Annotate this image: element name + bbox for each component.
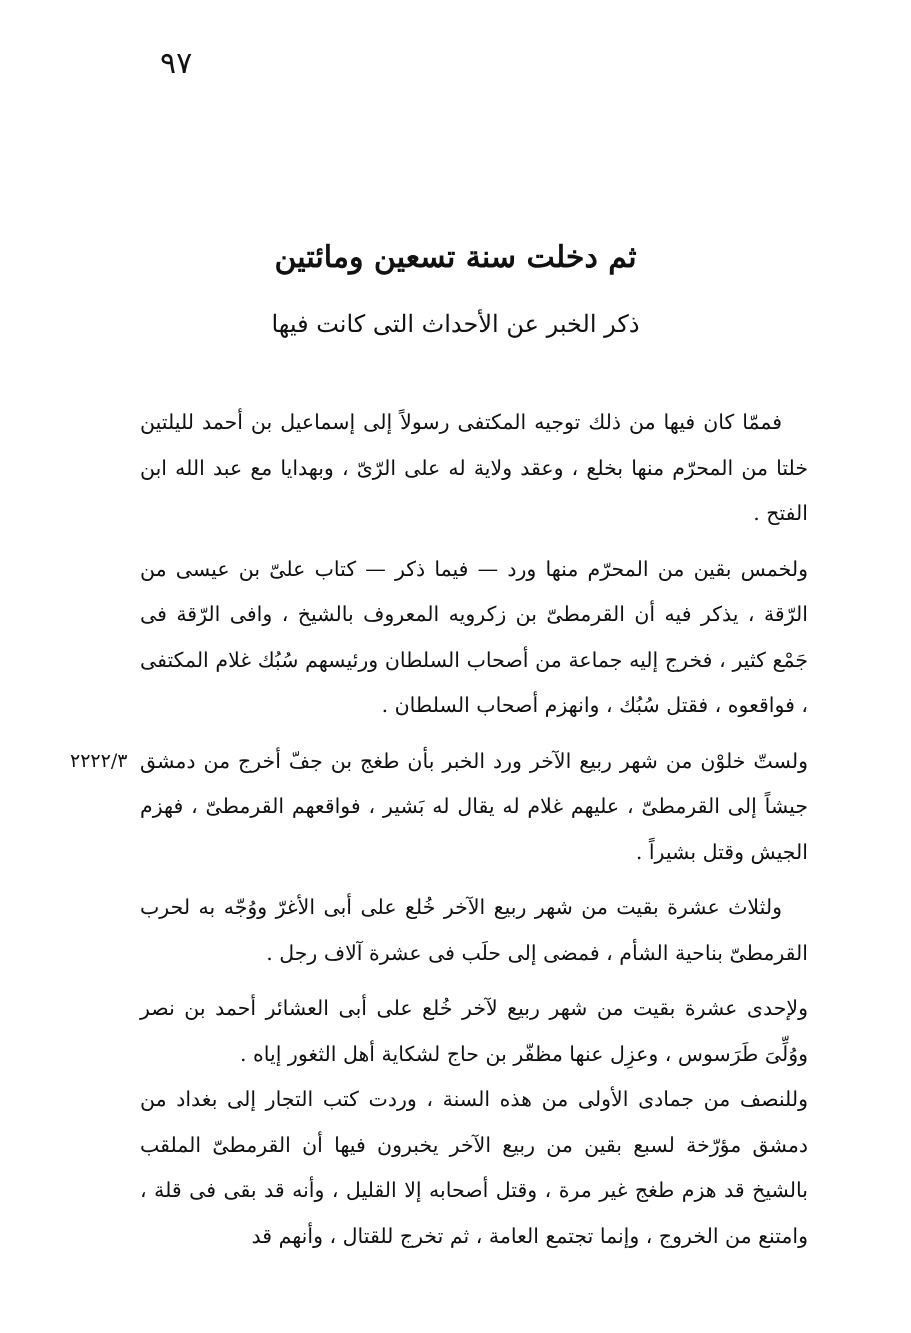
paragraph-2: ولخمس بقين من المحرّم منها ورد — فيما ذكر — كتاب علىّ بن عيسى من الرّقة ، يذكر فيه أن القرمطىّ بن زكرويه المعروف بالشيخ ، وافى الرّقة فى جَمْع كثير ، فخرج إليه جماعة من أصحاب السلطان ورئيسهم سُبُك غلام المكتفى ، فواقعوه ، فقتل سُبُك ، وانهزم أصحاب السلطان .: [140, 556, 808, 717]
paragraph-5: ولإحدى عشرة بقيت من شهر ربيع لآخر خُلع على أبى العشائر أحمد بن نصر ووُلِّىَ طَرَسوس ، وعزِل عنها مظفّر بن حاج لشكاية أهل الثغور إياه .: [140, 996, 808, 1066]
body-text: [70, 400, 808, 1259]
paragraph-6: وللنصف من جمادى الأولى من هذه السنة ، وردت كتب التجار إلى بغداد من دمشق مؤرّخة لسبع بقين من ربيع الآخر يخبرون فيها أن القرمطىّ الملقب بالشيخ قد هزم طغج غير مرة ، وقتل أصحابه إلا القليل ، وأنه قد بقى فى قلة ، وامتنع من الخروج ، وإنما تجتمع العامة ، ثم تخرج للقتال ، وأنهم قد: [140, 1087, 808, 1248]
section-heading: ذكر الخبر عن الأحداث التى كانت فيها: [271, 310, 640, 338]
page-number: ٩٧: [160, 46, 193, 81]
paragraph-3: ولستّ خلوْن من شهر ربيع الآخر ورد الخبر بأن طغج بن جفّ أخرج من دمشق جيشاً إلى القرمطىّ ، عليهم غلام له يقال له بَشير ، فواقعهم القرمطىّ ، فهزم الجيش وقتل بشيراً .: [140, 748, 808, 864]
paragraph-3-wrapper: [70, 739, 808, 876]
margin-reference: ٢٢٢٢/٣: [70, 749, 128, 772]
paragraph-1: فممّا كان فيها من ذلك توجيه المكتفى رسولاً إلى إسماعيل بن أحمد لليلتين خلتا من المحرّم منها بخلع ، وعقد ولاية له على الرّىّ ، وبهدايا مع عبد الله ابن الفتح .: [140, 410, 808, 525]
paragraph-4: ولثلاث عشرة بقيت من شهر ربيع الآخر خُلع على أبى الأغرّ ووُجّه به لحرب القرمطىّ بناحية الشأم ، فمضى إلى حلَب فى عشرة آلاف رجل .: [140, 895, 808, 965]
chapter-title: ثم دخلت سنة تسعين ومائتين: [274, 240, 637, 275]
